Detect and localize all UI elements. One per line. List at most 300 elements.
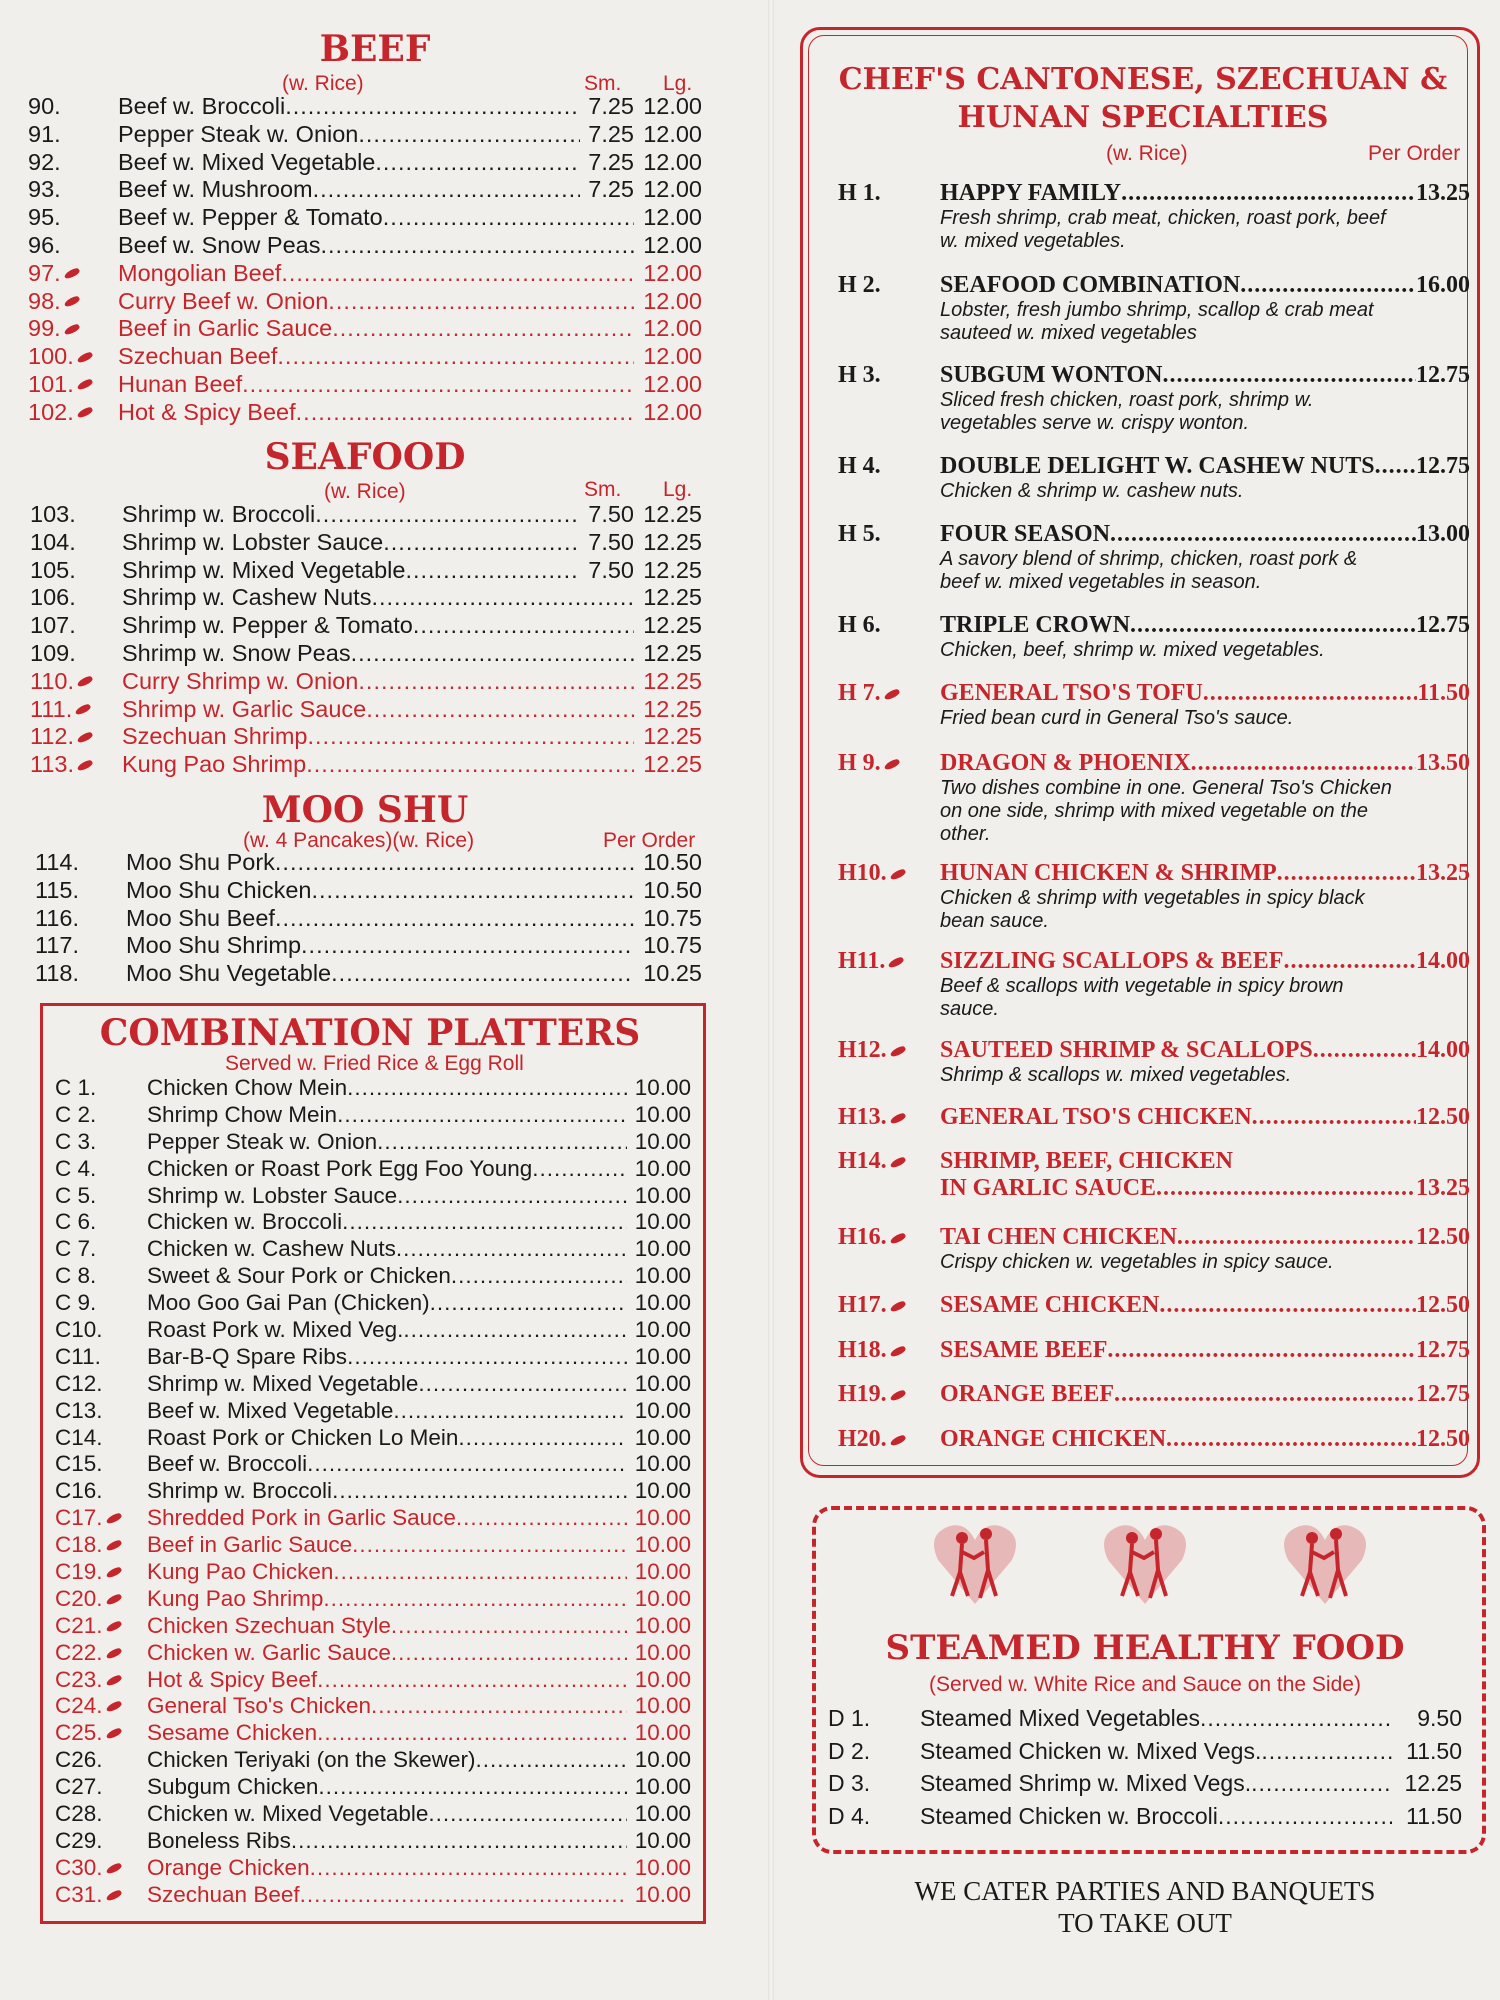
item-name: DOUBLE DELIGHT W. CASHEW NUTS [940,453,1375,479]
item-name: Moo Shu Chicken [126,876,312,903]
item-number: 105. [30,556,76,583]
seafood-list [30,501,702,779]
dot-leader [312,877,635,905]
dot-leader [371,584,634,612]
item-number: 111. [30,695,73,722]
item-number: 106. [30,584,76,611]
item-description: Chicken & shrimp w. cashew nuts. [940,480,1244,502]
price-large: 12.00 [643,148,702,175]
specialty-item [838,521,1470,594]
dot-leader [383,204,634,232]
menu-item-row [55,1371,691,1398]
item-name: Szechuan Beef [147,1881,300,1907]
item-number: H11. [838,948,886,974]
item-number-cell [28,121,118,149]
item-number-cell [838,1337,940,1364]
dot-leader [300,1882,627,1909]
price-small: 7.50 [588,528,634,555]
chili-pepper-icon [105,1539,122,1553]
dot-leader [317,1720,627,1747]
item-number-cell [35,849,126,877]
menu-item-row [30,612,702,640]
item-number-cell [55,1882,147,1909]
catering-line2: TO TAKE OUT [1058,1908,1232,1938]
item-number-cell [30,501,122,529]
item-name: TRIPLE CROWN [940,612,1131,638]
specialty-item [838,1337,1470,1364]
item-name: Shrimp w. Lobster Sauce [147,1182,398,1208]
item-number: 107. [30,612,76,639]
item-price: 13.25 [1416,860,1470,886]
menu-item-row [30,557,702,585]
menu-item-row [28,260,702,288]
menu-item-row [28,288,702,316]
item-price: 10.00 [634,1881,691,1907]
item-number: D 3. [828,1770,871,1796]
item-number-cell [55,1774,147,1801]
dot-leader [333,1559,627,1586]
item-number: C12. [55,1370,103,1396]
item-number: 113. [30,751,74,778]
price-large: 12.00 [643,398,702,425]
item-name: Beef w. Mixed Vegetable [118,148,376,175]
mooshu-subtitle: (w. 4 Pancakes)(w. Rice) [243,829,475,852]
specialty-item [838,1224,1470,1274]
chili-pepper-icon [105,1727,122,1741]
item-price: 10.75 [643,932,702,959]
specialty-row-2 [940,1175,1470,1202]
item-name: Chicken Szechuan Style [147,1612,391,1638]
chili-pepper-icon [105,1646,122,1660]
chili-pepper-icon [75,702,92,716]
dot-leader [458,1425,627,1452]
dot-leader [242,371,634,399]
dot-leader [347,1344,627,1371]
item-price: 12.75 [1416,1337,1470,1363]
item-number-cell [838,1037,940,1064]
dot-leader [403,1317,627,1344]
item-name: Chicken w. Mixed Vegetable [147,1801,429,1827]
dot-leader [391,1640,627,1667]
item-number: C 4. [55,1155,97,1181]
menu-item-row [28,149,702,177]
menu-item-row [55,1505,691,1532]
dot-leader [296,399,634,427]
specialty-item [838,180,1470,253]
item-price: 12.75 [1416,453,1470,479]
item-name: Moo Shu Vegetable [126,960,332,987]
dot-leader [375,149,580,177]
item-name: ORANGE BEEF [940,1381,1115,1407]
menu-item-row [55,1209,691,1236]
item-name: TAI CHEN CHICKEN [940,1224,1177,1250]
item-price: 16.00 [1416,272,1470,298]
chili-pepper-icon [105,1700,122,1714]
item-name: Chicken w. Broccoli [147,1209,343,1235]
menu-item-row [55,1720,691,1747]
chili-pepper-icon [889,1231,906,1245]
item-number-cell [55,1209,147,1236]
price-small: 7.25 [588,148,634,175]
item-number: C 7. [55,1236,97,1262]
item-number: 109. [30,639,76,666]
item-number: H10. [838,860,887,886]
item-price: 10.00 [634,1585,691,1611]
item-number: C 9. [55,1290,97,1316]
menu-item-row [828,1767,1462,1800]
dot-leader [320,232,634,260]
item-name: Shrimp w. Mixed Vegetable [122,556,406,583]
dot-leader [1283,948,1416,975]
item-number: C16. [55,1478,103,1504]
item-number-cell [838,860,940,887]
price-large: 12.25 [643,695,702,722]
chili-pepper-icon [889,1388,906,1402]
menu-item-row [55,1613,691,1640]
item-number-cell [55,1425,147,1452]
item-number-cell [55,1129,147,1156]
item-price: 10.00 [634,1290,691,1316]
dot-leader [371,1693,627,1720]
menu-item-row [30,723,702,751]
chili-pepper-icon [76,758,93,772]
item-number: H 4. [838,453,881,479]
item-name: Moo Shu Pork [126,849,275,875]
item-number-cell [28,371,118,399]
item-price: 10.75 [643,904,702,931]
dot-leader [1375,453,1416,480]
item-number-cell [55,1667,147,1694]
item-number: C22. [55,1639,103,1665]
specialty-item [838,272,1470,345]
item-number-cell [55,1371,147,1398]
dot-leader [332,1478,627,1505]
item-price: 14.00 [1416,1037,1470,1063]
dot-leader [318,1774,627,1801]
item-number: C21. [55,1612,103,1638]
dancing-couple-icon [930,1512,1020,1612]
menu-item-row [55,1129,691,1156]
item-name: ORANGE CHICKEN [940,1426,1167,1452]
specialty-row [838,453,1470,480]
item-price: 12.75 [1416,362,1470,388]
steamed-subtitle: (Served w. White Rice and Sauce on the Side) [929,1673,1361,1696]
item-price: 10.00 [634,1559,691,1585]
price-small: 7.50 [588,501,634,527]
item-number-cell [838,948,940,975]
item-name: Pepper Steak w. Onion [147,1128,378,1154]
menu-item-row [55,1317,691,1344]
item-price: 10.00 [634,1693,691,1719]
item-name: Shrimp w. Lobster Sauce [122,528,384,555]
dot-leader [306,751,634,779]
catering-line1: WE CATER PARTIES AND BANQUETS [914,1876,1376,1906]
item-price: 11.50 [1406,1737,1462,1764]
item-number: H18. [838,1337,887,1363]
specialty-row [838,1337,1470,1364]
price-small: 7.25 [588,120,634,147]
chili-pepper-icon [105,1861,122,1875]
item-number-cell [30,612,122,640]
menu-item-row [30,584,702,612]
dot-leader [301,932,634,960]
dot-leader [358,121,580,149]
item-price: 12.25 [1404,1770,1462,1796]
seafood-subtitle: (w. Rice) [324,480,406,503]
item-price: 10.00 [634,1612,691,1638]
item-name: Shrimp Chow Mein [147,1101,338,1127]
item-number-cell [55,1613,147,1640]
dot-leader [351,640,634,668]
dot-leader [377,1129,627,1156]
item-price: 10.00 [634,1720,691,1746]
specialty-item [838,612,1470,662]
dot-leader [308,723,635,751]
item-price: 10.00 [634,1101,691,1127]
item-number: H 7. [838,680,881,706]
item-price: 10.00 [634,1639,691,1665]
dot-leader [1203,680,1418,707]
chili-pepper-icon [889,867,906,881]
price-large: 12.25 [643,612,702,639]
beef-title: BEEF [319,28,431,70]
item-number-cell [30,751,122,779]
item-number-cell [55,1532,147,1559]
item-name: Kung Pao Shrimp [122,751,307,778]
menu-item-row [35,877,702,905]
dot-leader [1191,750,1416,777]
item-price: 10.00 [634,1854,691,1880]
specialty-item [838,1148,1470,1202]
item-name: Shrimp w. Pepper & Tomato [122,612,413,639]
menu-item-row [55,1478,691,1505]
item-name: Sweet & Sour Pork or Chicken [147,1263,451,1289]
item-name: Chicken w. Garlic Sauce [147,1639,391,1665]
item-name: Hunan Beef [118,370,243,397]
price-small: 7.50 [588,556,634,583]
item-price: 11.50 [1406,1802,1462,1829]
dot-leader [291,1828,627,1855]
specialty-item [838,860,1470,933]
dot-leader [391,1613,627,1640]
item-number-cell [55,1478,147,1505]
dot-leader [1130,612,1416,639]
item-price: 10.00 [634,1128,691,1154]
menu-item-row [28,343,702,371]
item-number-cell [828,1767,920,1800]
item-name: Steamed Chicken w. Mixed Vegs. [920,1737,1262,1764]
item-number: 110. [30,667,74,694]
item-description: Fresh shrimp, crab meat, chicken, roast pork, beef w. mixed vegetables. [940,207,1386,252]
menu-item-row [55,1183,691,1210]
item-number: 90. [28,93,61,119]
item-number: C26. [55,1747,103,1773]
item-number: H12. [838,1037,887,1063]
dot-leader [430,1290,627,1317]
item-price: 10.00 [634,1155,691,1181]
item-price: 10.00 [634,1397,691,1423]
item-number-cell [35,905,126,933]
item-number: C 6. [55,1209,97,1235]
item-name: HAPPY FAMILY [940,180,1122,206]
item-description: Fried bean curd in General Tso's sauce. [940,707,1294,729]
item-description: Crispy chicken w. vegetables in spicy sauce. [940,1251,1334,1273]
dot-leader [383,529,580,557]
item-price: 12.50 [1416,1426,1470,1452]
dancing-couple-icon [1100,1512,1190,1612]
dot-leader [1162,362,1416,389]
item-description: Chicken & shrimp with vegetables in spicy black bean sauce. [940,887,1365,932]
seafood-title: SEAFOOD [264,436,466,478]
dot-leader [475,1747,627,1774]
item-name: DRAGON & PHOENIX [940,750,1191,776]
dot-leader [358,668,634,696]
item-number: H13. [838,1104,887,1130]
item-number: C27. [55,1774,103,1800]
chili-pepper-icon [889,1111,906,1125]
menu-item-row [55,1398,691,1425]
dot-leader [393,1398,627,1425]
item-number-cell [838,180,940,207]
menu-item-row [30,668,702,696]
dot-leader [366,696,634,724]
menu-item-row [30,696,702,724]
specialty-row [838,1037,1470,1064]
item-number-cell [55,1236,147,1263]
item-number: C 2. [55,1101,97,1127]
item-description: Two dishes combine in one. General Tso's Chicken on one side, shrimp with mixed vegetable on the other. [940,777,1392,845]
mooshu-list [35,849,702,988]
item-number-cell [55,1855,147,1882]
item-number-cell [828,1702,920,1735]
item-name: SESAME BEEF [940,1337,1108,1363]
dot-leader [285,93,580,121]
item-number: C 8. [55,1263,97,1289]
item-name: Kung Pao Chicken [147,1559,334,1585]
item-name: Beef w. Mushroom [118,176,313,203]
menu-item-row [28,121,702,149]
item-name: Shrimp w. Mixed Vegetable [147,1370,419,1396]
beef-col-lg: Lg. [663,72,693,95]
price-small: 7.25 [588,93,634,119]
menu-item-row [35,905,702,933]
item-price: 10.00 [634,1827,691,1853]
item-number: D 1. [828,1705,871,1731]
item-number: 92. [28,148,61,175]
item-name: Mongolian Beef [118,259,282,286]
item-name: Beef w. Snow Peas [118,231,321,258]
item-name: Beef w. Broccoli [147,1451,308,1477]
item-price: 10.00 [634,1666,691,1692]
item-number: 100. [28,343,74,370]
item-number-cell [30,529,122,557]
specialty-row [838,860,1470,887]
item-price: 10.00 [634,1075,691,1100]
price-large: 12.25 [643,528,702,555]
item-number-cell [838,1148,940,1175]
price-large: 12.00 [643,287,702,314]
item-number: H 5. [838,521,881,547]
steamed-list [828,1702,1462,1832]
item-price: 10.00 [634,1801,691,1827]
item-number-cell [28,93,118,121]
chili-pepper-icon [76,378,93,392]
dot-leader [342,1209,627,1236]
price-large: 12.25 [643,751,702,778]
item-number: C10. [55,1317,103,1343]
menu-item-row [35,849,702,877]
item-name: Beef w. Broccoli [118,93,286,119]
price-large: 12.00 [643,204,702,231]
item-number-cell [28,343,118,371]
item-price: 10.00 [634,1317,691,1343]
specialty-row [838,1292,1470,1319]
item-number: H 1. [838,180,881,206]
chili-pepper-icon [889,1155,906,1169]
item-number-cell [30,668,122,696]
item-number-cell [838,272,940,299]
item-name: Curry Beef w. Onion [118,287,329,314]
specialty-row [838,272,1470,299]
item-number: C18. [55,1532,103,1558]
item-name: Hot & Spicy Beef [118,398,296,425]
item-number-cell [55,1290,147,1317]
item-number: D 4. [828,1802,871,1829]
item-number-cell [55,1505,147,1532]
item-number-cell [838,1292,940,1319]
item-number-cell [838,362,940,389]
item-name: Steamed Shrimp w. Mixed Vegs. [920,1770,1252,1796]
dot-leader [275,905,634,933]
item-number-cell [28,399,118,427]
chili-pepper-icon [105,1888,122,1902]
item-name: General Tso's Chicken [147,1693,371,1719]
item-price: 12.75 [1416,1381,1470,1407]
menu-item-row [55,1075,691,1102]
mooshu-title: MOO SHU [261,789,469,831]
item-price: 14.00 [1416,948,1470,974]
specialty-row [838,1426,1470,1453]
item-price: 10.00 [634,1236,691,1262]
item-number-cell [55,1451,147,1478]
dot-leader [313,176,580,204]
chili-pepper-icon [883,757,900,771]
item-price: 13.25 [1416,180,1470,206]
menu-item-row [28,232,702,260]
dot-leader [281,260,634,288]
item-price: 12.50 [1416,1224,1470,1250]
item-number: C25. [55,1720,103,1746]
item-number: 96. [28,231,61,258]
item-name: Beef w. Pepper & Tomato [118,204,383,231]
item-name: SHRIMP, BEEF, CHICKEN [940,1148,1233,1174]
menu-item-row [30,640,702,668]
item-name: Roast Pork w. Mixed Veg. [147,1317,404,1343]
menu-item-row [55,1236,691,1263]
item-number: C23. [55,1666,103,1692]
specialty-item [838,453,1470,503]
specialty-row [838,612,1470,639]
menu-item-row [55,1156,691,1183]
item-number: 118. [35,960,79,987]
item-name: SEAFOOD COMBINATION [940,272,1241,298]
item-name: HUNAN CHICKEN & SHRIMP [940,860,1277,886]
item-price: 13.25 [1416,1175,1470,1201]
dot-leader [1159,1292,1416,1319]
price-large: 12.00 [643,120,702,147]
specialty-row [838,948,1470,975]
specialties-col-per: Per Order [1368,142,1461,165]
